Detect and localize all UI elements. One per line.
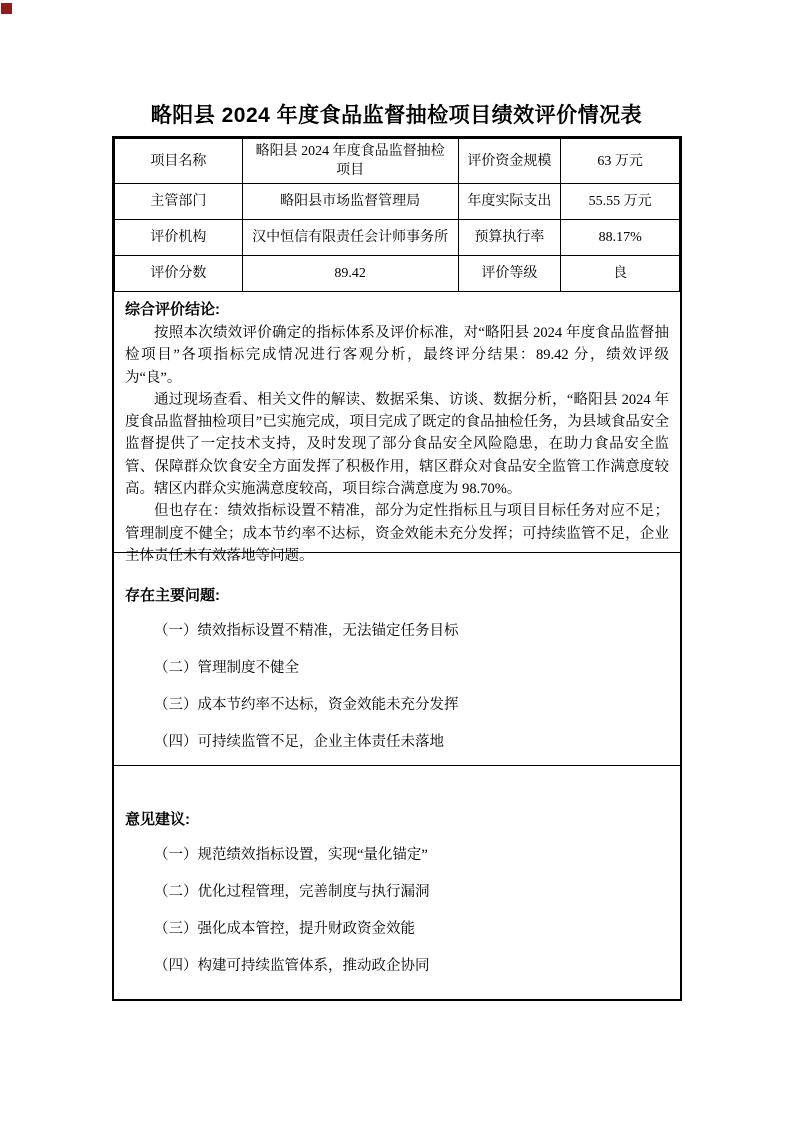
info-label-score: 评价分数 xyxy=(115,256,243,292)
section-suggestions xyxy=(114,765,680,999)
table-row xyxy=(115,220,680,256)
problems-list xyxy=(125,621,669,753)
suggestion-item: （二）优化过程管理，完善制度与执行漏洞 xyxy=(154,884,430,900)
section-conclusion xyxy=(114,292,680,564)
table-row xyxy=(115,139,680,184)
info-label-fund-scale: 评价资金规模 xyxy=(458,139,561,184)
problem-item: （四）可持续监管不足，企业主体责任未落地 xyxy=(154,734,444,750)
info-label-evaluator: 评价机构 xyxy=(115,220,243,256)
conclusion-paragraph: 通过现场查看、相关文件的解读、数据采集、访谈、数据分析，“略阳县 2024 年度食品监督抽检项目”已实施完成，项目完成了既定的食品抽检任务，为县域食品安全监督提供了一定技术支持，及时发现了部分食品安全风险隐患，在助力食品安全监管、保障群众饮食安全方面发挥了积极作用，辖区群众对食品安全监管工作满意度较高。辖区内群众实施满意度较高，项目综合满意度为 98.70%。 xyxy=(125,391,669,498)
suggestion-item: （三）强化成本管控，提升财政资金效能 xyxy=(154,921,415,937)
info-value-grade: 良 xyxy=(561,256,680,292)
info-label-department: 主管部门 xyxy=(115,184,243,220)
problem-item: （二）管理制度不健全 xyxy=(154,660,299,676)
info-label-grade: 评价等级 xyxy=(458,256,561,292)
section-problems xyxy=(114,552,680,765)
info-label-annual-expense: 年度实际支出 xyxy=(458,184,561,220)
project-info-table xyxy=(114,138,680,292)
evaluation-table xyxy=(112,136,682,1001)
conclusion-paragraph: 按照本次绩效评价确定的指标体系及评价标准，对“略阳县 2024 年度食品监督抽检项目”各项指标完成情况进行客观分析，最终评分结果：89.42 分，绩效评级为“良”。 xyxy=(125,325,669,386)
suggestions-list xyxy=(125,845,669,977)
suggestion-item: （一）规范绩效指标设置，实现“量化锚定” xyxy=(154,847,428,863)
problem-item: （一）绩效指标设置不精准，无法锚定任务目标 xyxy=(154,623,459,639)
problems-heading: 存在主要问题: xyxy=(125,587,220,604)
problem-item: （三）成本节约率不达标，资金效能未充分发挥 xyxy=(154,697,459,713)
table-row xyxy=(115,256,680,292)
corner-marker xyxy=(1,3,12,14)
info-value-project-name: 略阳县 2024 年度食品监督抽检项目 xyxy=(242,139,458,184)
suggestion-item: （四）构建可持续监管体系，推动政企协同 xyxy=(154,958,430,974)
conclusion-heading: 综合评价结论: xyxy=(125,301,220,318)
page-title: 略阳县 2024 年度食品监督抽检项目绩效评价情况表 xyxy=(150,104,643,127)
info-value-score: 89.42 xyxy=(242,256,458,292)
table-row xyxy=(115,184,680,220)
info-value-evaluator: 汉中恒信有限责任会计师事务所 xyxy=(242,220,458,256)
info-label-project-name: 项目名称 xyxy=(115,139,243,184)
info-value-annual-expense: 55.55 万元 xyxy=(561,184,680,220)
info-value-department: 略阳县市场监督管理局 xyxy=(242,184,458,220)
conclusion-paragraph: 但也存在：绩效指标设置不精准，部分为定性指标且与项目目标任务对应不足；管理制度不健全；成本节约率不达标，资金效能未充分发挥；可持续监管不足，企业主体责任未有效落地等问题。 xyxy=(125,503,669,564)
info-value-budget-rate: 88.17% xyxy=(561,220,680,256)
suggestions-heading: 意见建议: xyxy=(125,811,190,828)
info-value-fund-scale: 63 万元 xyxy=(561,139,680,184)
info-label-budget-rate: 预算执行率 xyxy=(458,220,561,256)
